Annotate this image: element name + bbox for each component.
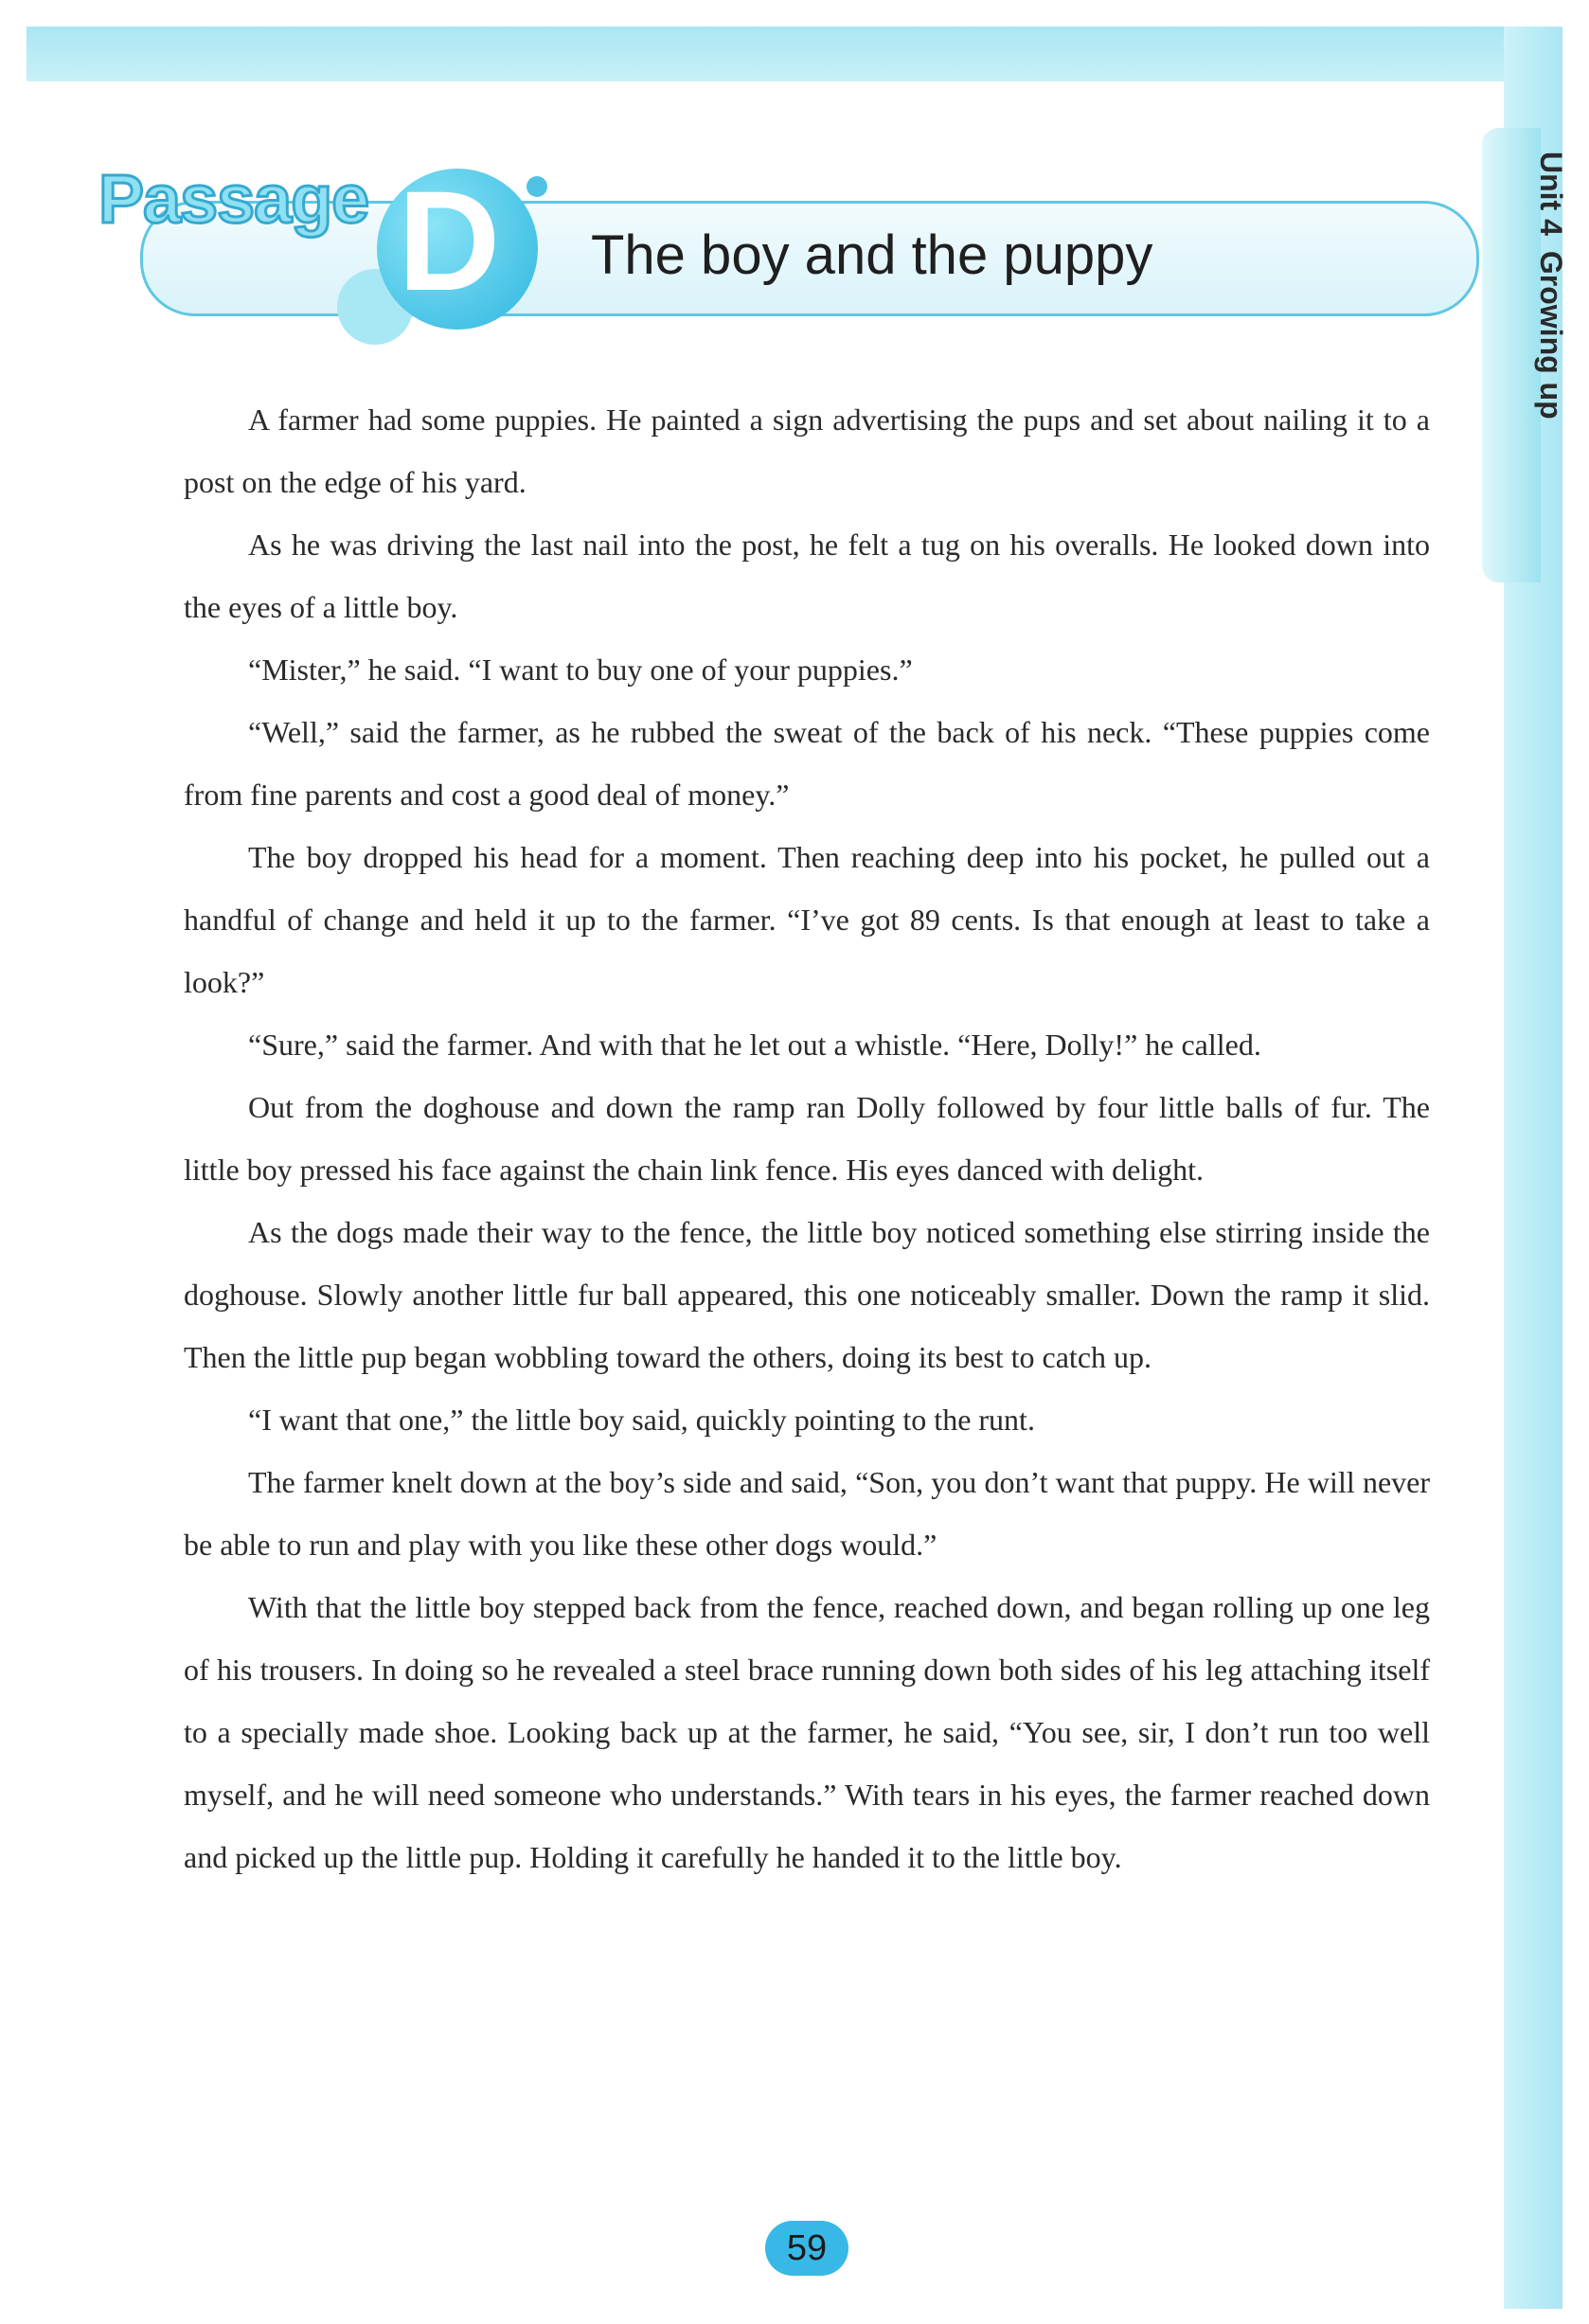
paragraph: “Mister,” he said. “I want to buy one of your puppies.” bbox=[248, 653, 913, 687]
passage-label: Passage bbox=[98, 162, 369, 238]
paragraph: “I want that one,” the little boy said, quickly pointing to the runt. bbox=[248, 1403, 1035, 1437]
paragraph: The boy dropped his head for a moment. Then reaching deep into his pocket, he pulled out a handful of change and held it up to the farmer. “I’ve got 89 cents. Is that enough at least to take a look?” bbox=[184, 840, 1430, 999]
paragraph: “Sure,” said the farmer. And with that he let out a whistle. “Here, Dolly!” he called. bbox=[248, 1028, 1261, 1062]
paragraph: As the dogs made their way to the fence, the little boy noticed something else stirring inside the doghouse. Slowly another little fur ball appeared, this one noticeably smaller. Down the ramp it slid. Then the little pup began wobbling toward the others, doing its best to catch up. bbox=[184, 1215, 1430, 1374]
paragraph: As he was driving the last nail into the post, he felt a tug on his overalls. He looked down into the eyes of a little boy. bbox=[184, 527, 1430, 624]
passage-letter: D bbox=[398, 161, 501, 320]
page-number: 59 bbox=[765, 2221, 848, 2276]
passage-title: The boy and the puppy bbox=[591, 224, 1153, 286]
passage-body bbox=[184, 388, 1430, 1888]
paragraph: “Well,” said the farmer, as he rubbed the sweat of the back of his neck. “These puppies come from fine parents and cost a good deal of money.” bbox=[184, 715, 1430, 812]
paragraph: A farmer had some puppies. He painted a sign advertising the pups and set about nailing it to a post on the edge of his yard. bbox=[184, 402, 1430, 499]
paragraph: Out from the doghouse and down the ramp ran Dolly followed by four little balls of fur. The little boy pressed his face against the chain link fence. His eyes danced with delight. bbox=[184, 1090, 1430, 1187]
top-decorative-band bbox=[27, 27, 1562, 81]
bubble-decoration-dot bbox=[527, 176, 547, 197]
paragraph: The farmer knelt down at the boy’s side and said, “Son, you don’t want that puppy. He will never be able to run and play with you like these other dogs would.” bbox=[184, 1465, 1430, 1562]
unit-number: Unit 4 bbox=[1534, 152, 1568, 236]
paragraph: With that the little boy stepped back from the fence, reached down, and began rolling up one leg of his trousers. In doing so he revealed a steel brace running down both sides of his leg attaching itself to a specially made shoe. Looking back up at the farmer, he said, “You see, sir, I don’t run too well myself, and he will need someone who understands.” With tears in his eyes, the farmer reached down and picked up the little pup. Holding it carefully he handed it to the little boy. bbox=[184, 1590, 1430, 1874]
unit-topic: Growing up bbox=[1534, 250, 1568, 420]
